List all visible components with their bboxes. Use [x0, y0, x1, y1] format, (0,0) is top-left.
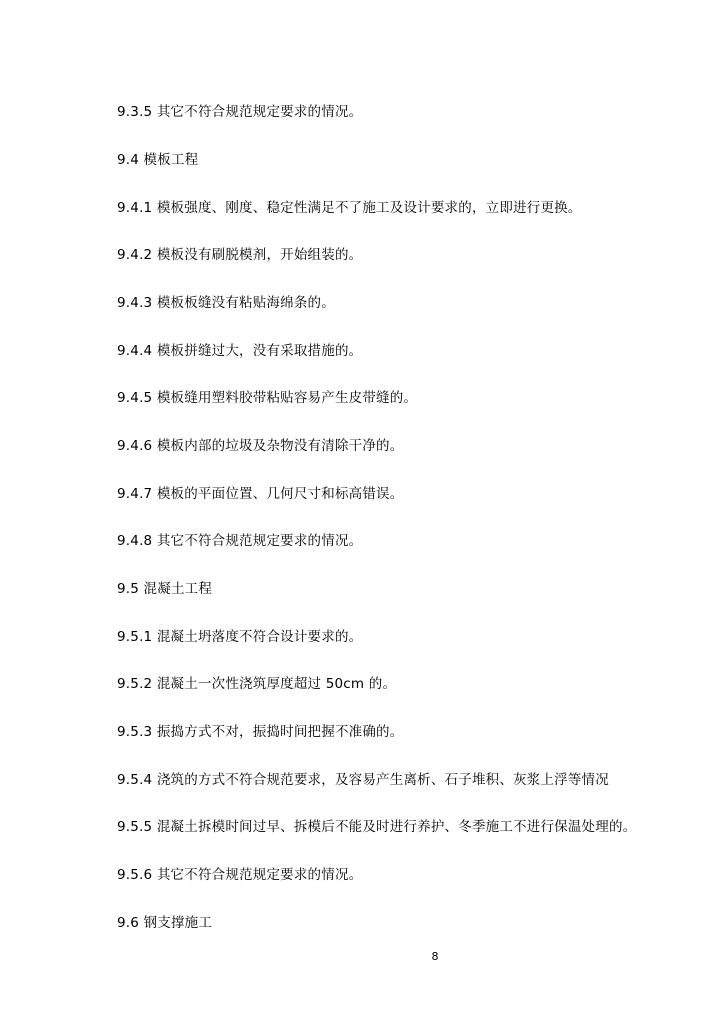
item-9-4-3: 9.4.3 模板板缝没有粘贴海绵条的。 — [117, 295, 335, 311]
item-9-5-5: 9.5.5 混凝土拆模时间过早、拆模后不能及时进行养护、冬季施工不进行保温处理的。 — [117, 819, 637, 835]
item-9-4-2: 9.4.2 模板没有刷脱模剂，开始组装的。 — [117, 247, 363, 263]
item-9-4-5: 9.4.5 模板缝用塑料胶带粘贴容易产生皮带缝的。 — [117, 390, 418, 406]
item-9-5-3: 9.5.3 振捣方式不对，振捣时间把握不准确的。 — [117, 724, 404, 740]
item-9-5-1: 9.5.1 混凝土坍落度不符合设计要求的。 — [117, 629, 363, 645]
item-9-4-8: 9.4.8 其它不符合规范规定要求的情况。 — [117, 533, 363, 549]
item-9-3-5: 9.3.5 其它不符合规范规定要求的情况。 — [117, 104, 363, 120]
section-heading-9-5: 9.5 混凝土工程 — [117, 581, 213, 597]
item-9-4-1: 9.4.1 模板强度、刚度、稳定性满足不了施工及设计要求的，立即进行更换。 — [117, 200, 582, 216]
page-number: 8 — [431, 950, 439, 963]
item-9-4-4: 9.4.4 模板拼缝过大，没有采取措施的。 — [117, 343, 363, 359]
item-9-4-6: 9.4.6 模板内部的垃圾及杂物没有清除干净的。 — [117, 438, 404, 454]
section-heading-9-4: 9.4 模板工程 — [117, 152, 199, 168]
item-9-5-6: 9.5.6 其它不符合规范规定要求的情况。 — [117, 867, 363, 883]
item-9-5-2: 9.5.2 混凝土一次性浇筑厚度超过 50cm 的。 — [117, 676, 397, 692]
section-heading-9-6: 9.6 钢支撑施工 — [117, 915, 213, 931]
item-9-5-4: 9.5.4 浇筑的方式不符合规范要求，及容易产生离析、石子堆积、灰浆上浮等情况 — [117, 772, 609, 788]
item-9-4-7: 9.4.7 模板的平面位置、几何尺寸和标高错误。 — [117, 486, 404, 502]
